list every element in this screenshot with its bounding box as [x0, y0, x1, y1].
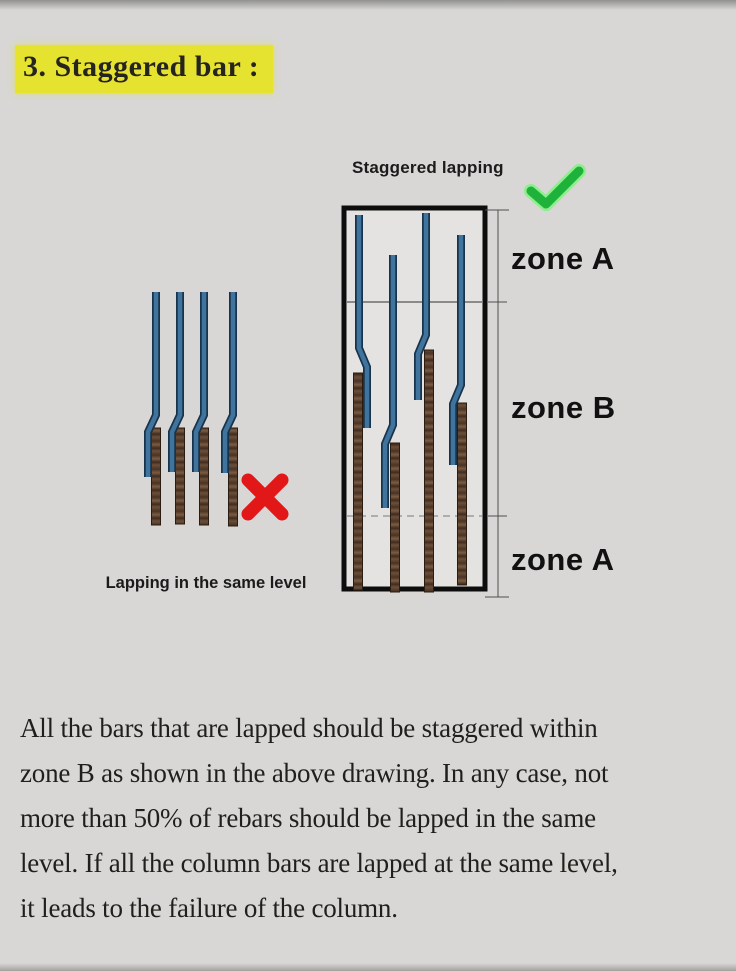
top-edge-shade [0, 0, 736, 10]
lower-rebar [229, 428, 238, 526]
staggered-lapping-diagram [335, 195, 510, 620]
bottom-edge-shade [0, 963, 736, 971]
check-mark-icon [518, 158, 588, 216]
zone-label-a-top: zone A [511, 241, 615, 276]
same-level-lapping-caption: Lapping in the same level [105, 574, 307, 592]
cross-mark-icon [248, 480, 282, 514]
rebar-pair-3 [196, 292, 209, 525]
paragraph-line: it leads to the failure of the column. [20, 893, 398, 923]
section-title-text: 3. Staggered bar : [23, 50, 260, 83]
paragraph-line: All the bars that are lapped should be staggered within [20, 713, 598, 743]
dimension-line [485, 210, 509, 597]
lower-rebar [391, 443, 400, 592]
zone-label-b: zone B [511, 390, 616, 425]
paragraph-line: more than 50% of rebars should be lapped in the same [20, 803, 596, 833]
zone-label-a-bottom: zone A [511, 542, 615, 577]
lower-rebar [200, 428, 209, 525]
rebar-pair-2 [172, 292, 185, 524]
same-level-lapping-diagram [138, 283, 313, 543]
body-paragraph [20, 706, 730, 931]
lower-rebar [354, 373, 363, 590]
paragraph-line: zone B as shown in the above drawing. In any case, not [20, 758, 609, 788]
lower-rebar [458, 403, 467, 585]
lower-rebar [425, 350, 434, 592]
section-title [15, 45, 273, 93]
lower-rebar [176, 428, 185, 524]
staggered-lapping-caption: Staggered lapping [352, 158, 504, 177]
rebar-pair-1 [148, 292, 161, 525]
lower-rebar [152, 428, 161, 525]
paragraph-line: level. If all the column bars are lapped at the same level, [20, 848, 618, 878]
rebar-pair-4 [225, 292, 238, 526]
